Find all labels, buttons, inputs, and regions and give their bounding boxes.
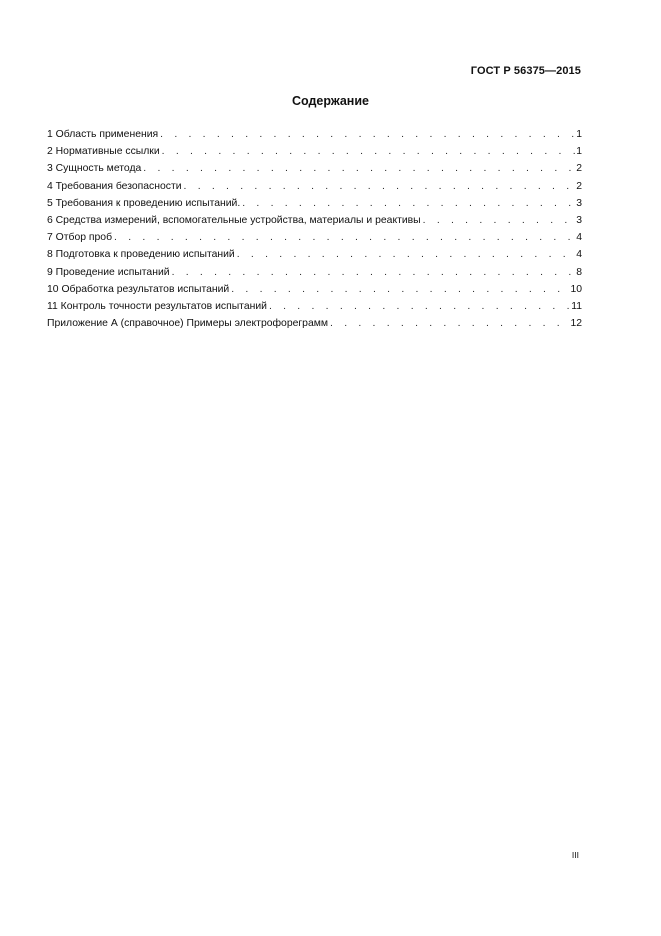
toc-entry-label: Приложение А (справочное) Примеры электрофореграмм bbox=[47, 318, 329, 330]
toc-entry-page: 2 bbox=[576, 163, 582, 175]
toc-entry-label: 11 Контроль точности результатов испытаний bbox=[47, 300, 267, 312]
toc-entry[interactable] bbox=[47, 298, 582, 315]
toc-dot-leader bbox=[172, 264, 576, 281]
toc-entry-page: 11 bbox=[571, 300, 582, 312]
toc-entry-label: 1 Область применения bbox=[47, 129, 159, 140]
toc-entry-page: 8 bbox=[576, 266, 582, 278]
toc-dot-leader bbox=[162, 143, 576, 160]
table-of-contents bbox=[47, 126, 582, 332]
toc-dot-leader bbox=[114, 229, 575, 246]
toc-entry[interactable] bbox=[47, 126, 582, 143]
toc-dot-leader bbox=[242, 195, 575, 212]
toc-dot-leader bbox=[184, 178, 576, 195]
toc-entry-page: 1 bbox=[576, 146, 582, 158]
toc-entry[interactable] bbox=[47, 195, 582, 212]
toc-title: Содержание bbox=[291, 94, 369, 108]
toc-entry[interactable] bbox=[47, 212, 582, 229]
toc-entry-label: 10 Обработка результатов испытаний bbox=[47, 283, 230, 295]
toc-entry-page: 2 bbox=[576, 180, 582, 192]
toc-dot-leader bbox=[269, 298, 570, 315]
toc-entry-page: 3 bbox=[576, 197, 582, 209]
toc-entry[interactable] bbox=[47, 264, 582, 281]
toc-dot-leader bbox=[330, 315, 569, 332]
toc-dot-leader bbox=[160, 126, 575, 143]
toc-dot-leader bbox=[231, 281, 569, 298]
toc-entry-label: 2 Нормативные ссылки bbox=[47, 146, 160, 158]
toc-dot-leader bbox=[237, 246, 575, 263]
toc-entry-label: 6 Средства измерений, вспомогательные устройства, материалы и реактивы bbox=[47, 214, 421, 226]
page-number: III bbox=[571, 850, 579, 860]
toc-entry-label: 4 Требования безопасности bbox=[47, 180, 182, 192]
toc-entry[interactable] bbox=[47, 246, 582, 263]
toc-entry-label: 5 Требования к проведению испытаний. bbox=[47, 197, 241, 209]
toc-entry[interactable] bbox=[47, 229, 582, 246]
toc-dot-leader bbox=[143, 160, 575, 177]
toc-entry-label: 8 Подготовка к проведению испытаний bbox=[47, 249, 235, 261]
toc-entry-page: 1 bbox=[576, 129, 582, 140]
toc-entry-page: 10 bbox=[570, 283, 582, 295]
toc-entry[interactable] bbox=[47, 143, 582, 160]
toc-entry-label: 9 Проведение испытаний bbox=[47, 266, 170, 278]
toc-entry[interactable] bbox=[47, 315, 582, 332]
toc-entry-page: 12 bbox=[570, 318, 582, 330]
toc-entry-page: 4 bbox=[576, 249, 582, 261]
document-code: ГОСТ Р 56375—2015 bbox=[470, 65, 581, 77]
toc-entry-page: 4 bbox=[576, 232, 582, 244]
toc-dot-leader bbox=[423, 212, 576, 229]
toc-entry-label: 7 Отбор проб bbox=[47, 232, 113, 244]
toc-entry[interactable] bbox=[47, 160, 582, 177]
toc-entry[interactable] bbox=[47, 178, 582, 195]
toc-entry[interactable] bbox=[47, 281, 582, 298]
toc-entry-label: 3 Сущность метода bbox=[47, 163, 142, 175]
toc-entry-page: 3 bbox=[576, 214, 582, 226]
